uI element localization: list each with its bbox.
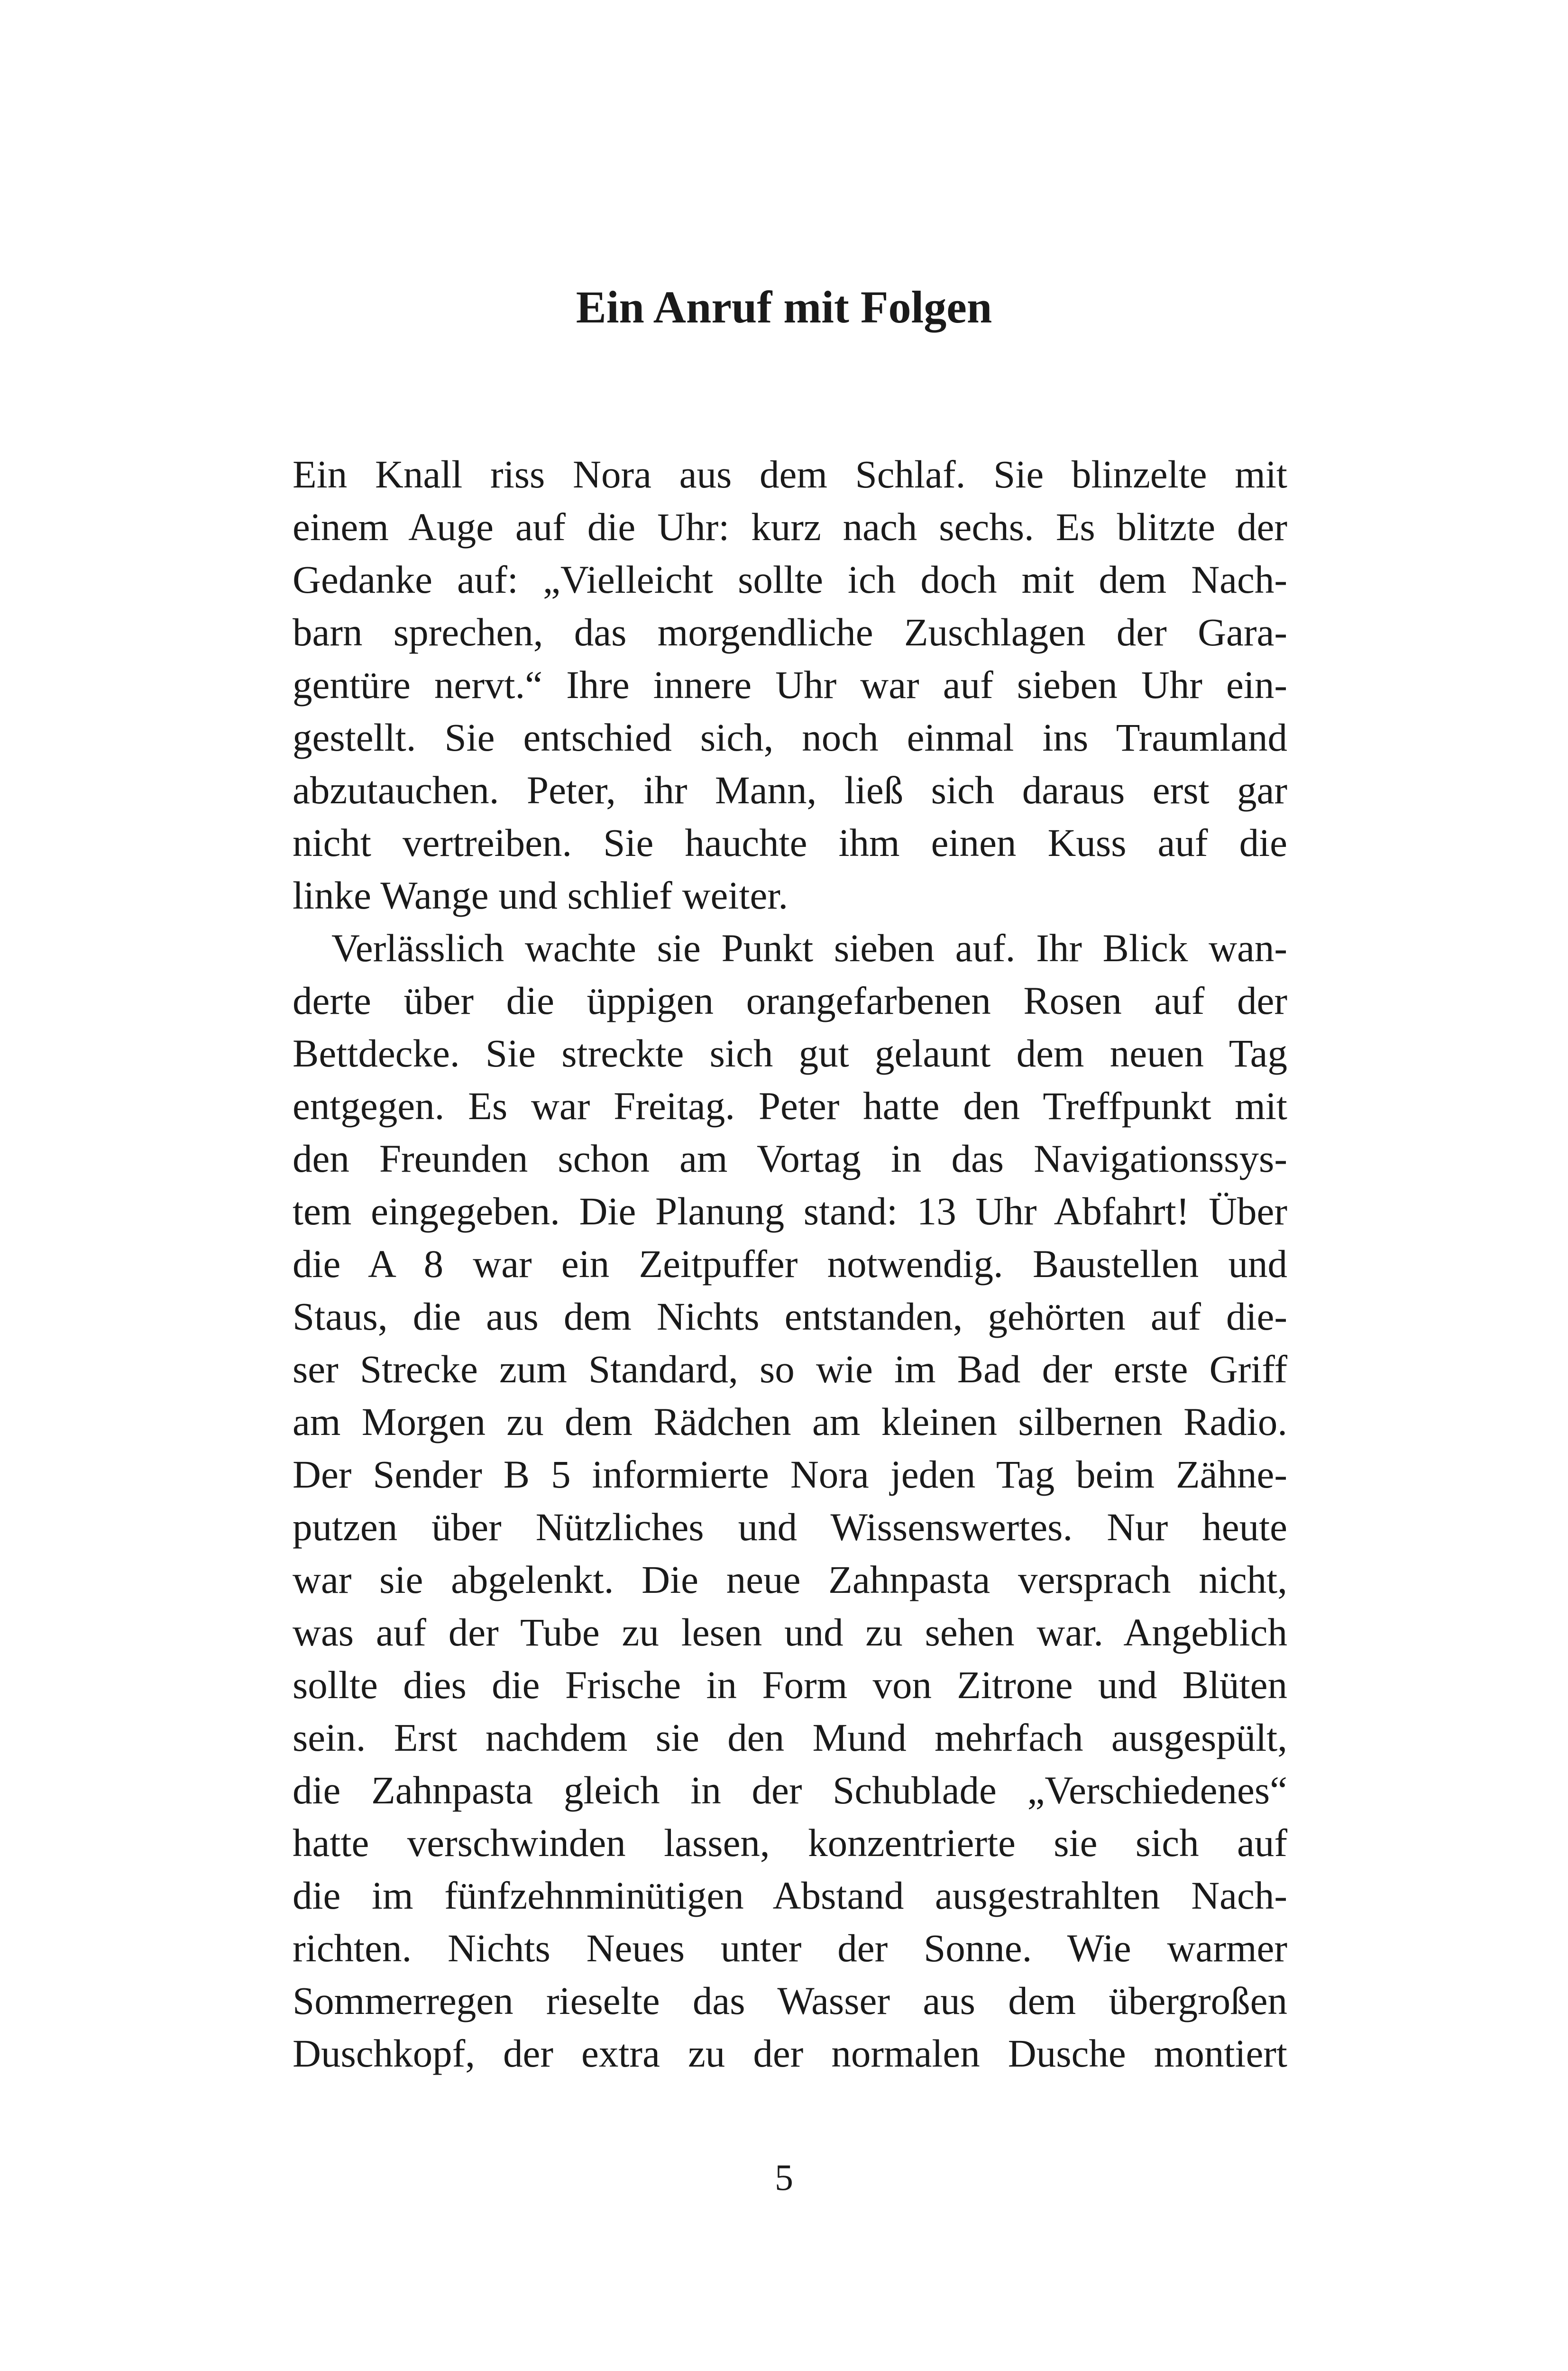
text-line: richten. Nichts Neues unter der Sonne. Wie warmer	[293, 1926, 1287, 1970]
text-line: Duschkopf, der extra zu der normalen Dusche montiert	[293, 2031, 1287, 2075]
paragraph-2	[293, 922, 1287, 2080]
text-line: war sie abgelenkt. Die neue Zahnpasta versprach nicht,	[293, 1558, 1287, 1601]
text-line: was auf der Tube zu lesen und zu sehen war. Angeblich	[293, 1610, 1287, 1654]
text-line: ser Strecke zum Standard, so wie im Bad der erste Griff	[293, 1347, 1287, 1391]
text-line: Ein Knall riss Nora aus dem Schlaf. Sie blinzelte mit	[293, 452, 1287, 496]
text-line: putzen über Nützliches und Wissenswertes. Nur heute	[293, 1505, 1287, 1549]
text-line: sein. Erst nachdem sie den Mund mehrfach ausgespült,	[293, 1716, 1287, 1759]
text-line: sollte dies die Frische in Form von Zitrone und Blüten	[293, 1663, 1287, 1707]
text-line: linke Wange und schlief weiter.	[293, 873, 789, 917]
text-line: derte über die üppigen orangefarbenen Rosen auf der	[293, 979, 1287, 1022]
body-text	[293, 448, 1287, 2080]
page-number: 5	[775, 2157, 793, 2198]
text-line: am Morgen zu dem Rädchen am kleinen silbernen Radio.	[293, 1400, 1287, 1443]
text-line: Verlässlich wachte sie Punkt sieben auf. Ihr Blick wan-	[331, 926, 1287, 970]
text-line: nicht vertreiben. Sie hauchte ihm einen Kuss auf die	[293, 821, 1287, 864]
text-line: entgegen. Es war Freitag. Peter hatte den Treffpunkt mit	[293, 1084, 1287, 1128]
paragraph-1	[293, 448, 1287, 922]
text-line: Bettdecke. Sie streckte sich gut gelaunt dem neuen Tag	[293, 1031, 1287, 1075]
text-line: gestellt. Sie entschied sich, noch einmal ins Traumland	[293, 716, 1287, 759]
text-line: Sommerregen rieselte das Wasser aus dem übergroßen	[293, 1979, 1287, 2022]
text-line: einem Auge auf die Uhr: kurz nach sechs. Es blitzte der	[293, 505, 1287, 549]
text-line: Staus, die aus dem Nichts entstanden, gehörten auf die-	[293, 1295, 1287, 1338]
text-line: den Freunden schon am Vortag in das Navigationssys-	[293, 1137, 1287, 1180]
chapter-title: Ein Anruf mit Folgen	[576, 282, 992, 332]
text-line: gentüre nervt.“ Ihre innere Uhr war auf sieben Uhr ein-	[293, 663, 1287, 707]
text-line: die im fünfzehnminütigen Abstand ausgestrahlten Nach-	[293, 1874, 1287, 1917]
text-line: die A 8 war ein Zeitpuffer notwendig. Baustellen und	[293, 1242, 1287, 1286]
text-line: barn sprechen, das morgendliche Zuschlagen der Gara-	[293, 610, 1287, 654]
text-line: abzutauchen. Peter, ihr Mann, ließ sich daraus erst gar	[293, 768, 1287, 812]
text-line: tem eingegeben. Die Planung stand: 13 Uhr Abfahrt! Über	[293, 1189, 1287, 1233]
text-line: die Zahnpasta gleich in der Schublade „Verschiedenes“	[293, 1768, 1287, 1812]
text-line: Gedanke auf: „Vielleicht sollte ich doch mit dem Nach-	[293, 558, 1287, 601]
text-line: Der Sender B 5 informierte Nora jeden Tag beim Zähne-	[293, 1452, 1287, 1496]
text-line: hatte verschwinden lassen, konzentrierte sie sich auf	[293, 1821, 1287, 1865]
